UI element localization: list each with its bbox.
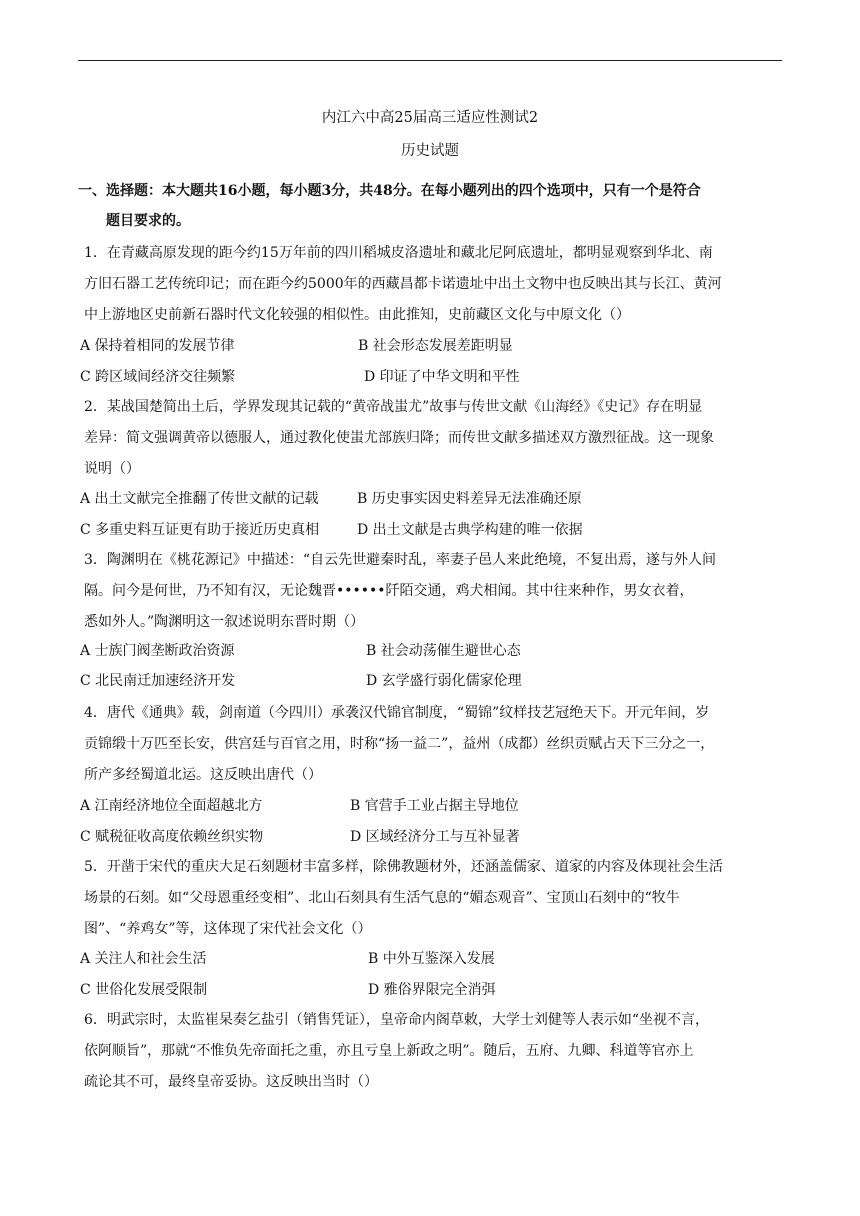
question-line: 所产多经蜀道北运。这反映出唐代（） — [84, 767, 322, 783]
option-a: A 江南经济地位全面超越北方 — [80, 798, 263, 814]
option-a: A 关注人和社会生活 — [80, 951, 207, 967]
question-line: 中上游地区史前新石器时代文化较强的相似性。由此推知，史前藏区文化与中原文化（） — [84, 307, 630, 323]
option-d: D 区域经济分工与互补显著 — [350, 829, 520, 845]
exam-subject: 历史试题 — [401, 143, 459, 159]
question-6 — [78, 1005, 782, 1098]
question-line: 依阿顺旨”，那就“不惟负先帝面托之重，亦且亏皇上新政之明”。随后，五府、九卿、科道等官亦上 — [84, 1043, 694, 1059]
option-a: A 保持着相同的发展节律 — [80, 338, 235, 354]
question-4 — [78, 698, 782, 791]
option-b: B 中外互鉴深入发展 — [368, 951, 495, 967]
section-heading-line-1: 一、选择题：本大题共16小题，每小题3分，共48分。在每小题列出的四个选项中，只有一个是符合 — [78, 183, 701, 199]
header-rule — [78, 60, 782, 61]
question-line: 图”、“养鸡女”等，这体现了宋代社会文化（） — [84, 921, 372, 937]
question-2 — [78, 392, 782, 485]
question-line: 5．开凿于宋代的重庆大足石刻题材丰富多样，除佛教题材外，还涵盖儒家、道家的内容及体现社会生活 — [84, 859, 723, 875]
question-line: 3．陶渊明在《桃花源记》中描述：“自云先世避秦时乱，率妻子邑人来此绝境，不复出焉，遂与外人间 — [84, 552, 717, 568]
question-line: 悉如外人。”陶渊明这一叙述说明东晋时期（） — [84, 614, 365, 630]
option-b: B 官营手工业占据主导地位 — [350, 798, 519, 814]
option-a: A 士族门阀垄断政治资源 — [80, 643, 235, 659]
question-line: 疏论其不可，最终皇帝妥协。这反映出当时（） — [84, 1074, 378, 1090]
option-d: D 玄学盛行弱化儒家伦理 — [366, 673, 522, 689]
option-d: D 雅俗界限完全消弭 — [368, 982, 496, 998]
option-c: C 北民南迁加速经济开发 — [80, 673, 236, 689]
question-line: 场景的石刻。如“父母恩重经变相”、北山石刻具有生活气息的“媚态观音”、宝顶山石刻中的“牧牛 — [84, 890, 680, 906]
option-c: C 跨区域间经济交往频繁 — [80, 369, 236, 385]
question-line: 说明（） — [84, 461, 140, 477]
option-b: B 历史事实因史料差异无法准确还原 — [357, 491, 582, 507]
question-line: 隔。问今是何世，乃不知有汉，无论魏晋••••••阡陌交通，鸡犬相闻。其中往来种作，男女衣着， — [84, 583, 694, 599]
question-line: 方旧石器工艺传统印记；而在距今约5000年的西藏昌都卡诺遗址中出土文物中也反映出其与长江、黄河 — [84, 276, 722, 292]
question-line: 贡锦缎十万匹至长安，供宫廷与百官之用，时称“扬一益二”，益州（成都）丝织贡赋占天下三分之一， — [84, 736, 715, 752]
question-line: 差异：简文强调黄帝以德服人，通过教化使蚩尤部族归降；而传世文献多描述双方激烈征战。这一现象 — [84, 430, 714, 446]
question-3 — [78, 545, 782, 638]
option-b: B 社会形态发展差距明显 — [358, 338, 513, 354]
option-d: D 出土文献是古典学构建的唯一依据 — [357, 522, 583, 538]
exam-title: 内江六中高25届高三适应性测试2 — [321, 110, 539, 126]
question-1 — [78, 238, 782, 331]
option-b: B 社会动荡催生避世心态 — [366, 643, 521, 659]
option-a: A 出土文献完全推翻了传世文献的记载 — [80, 491, 319, 507]
question-line: 4．唐代《通典》载，剑南道（今四川）承袭汉代锦官制度，“蜀锦”纹样技艺冠绝天下。开元年间，岁 — [84, 705, 710, 721]
question-line: 1．在青藏高原发现的距今约15万年前的四川稻城皮洛遗址和藏北尼阿底遗址，都明显观察到华北、南 — [84, 245, 713, 261]
section-heading-line-2: 题目要求的。 — [106, 213, 190, 229]
section-heading — [78, 176, 782, 236]
option-c: C 赋税征收高度依赖丝织实物 — [80, 829, 264, 845]
question-line: 6．明武宗时，太监崔杲奏乞盐引（销售凭证），皇帝命内阁草敕，大学士刘健等人表示如“坐视不言， — [84, 1012, 710, 1028]
option-c: C 世俗化发展受限制 — [80, 982, 208, 998]
question-line: 2．某战国楚简出土后，学界发现其记载的“黄帝战蚩尤”故事与传世文献《山海经》《史记》存在明显 — [84, 399, 703, 415]
option-c: C 多重史料互证更有助于接近历史真相 — [80, 522, 320, 538]
option-d: D 印证了中华文明和平性 — [364, 369, 520, 385]
question-5 — [78, 852, 782, 945]
